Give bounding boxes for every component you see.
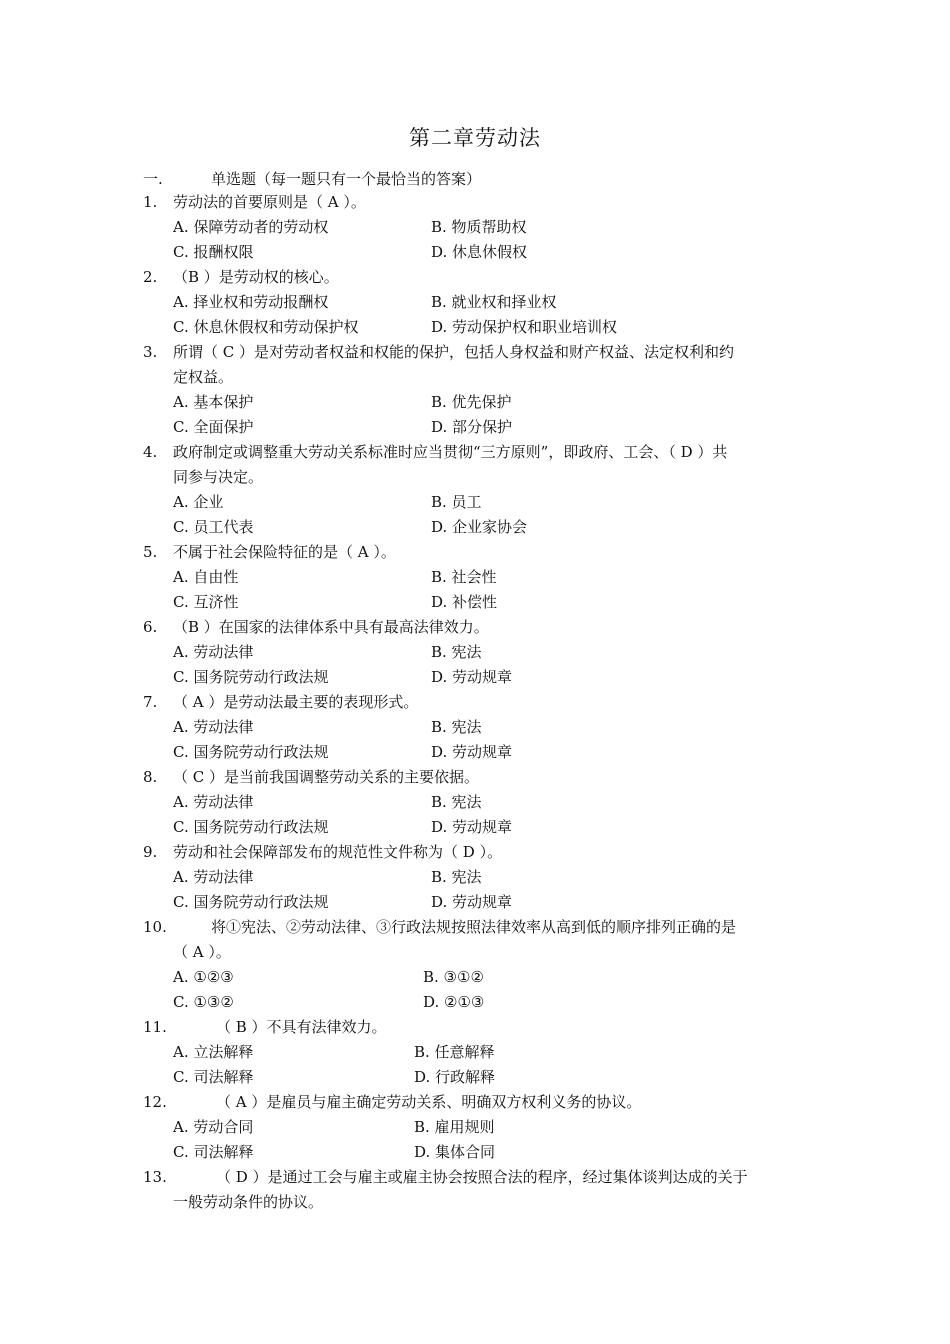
option-a: A. 劳动法律 [173, 868, 254, 886]
option-c: C. 国务院劳动行政法规 [173, 668, 329, 686]
question-text: 劳动法的首要原则是（ A ）。 [173, 193, 366, 211]
option-b: B. 宪法 [431, 718, 482, 736]
option-b: B. 物质帮助权 [431, 218, 527, 236]
option-a: A. ①②③ [173, 968, 234, 986]
option-a: A. 立法解释 [173, 1043, 254, 1061]
question-text: （B ）在国家的法律体系中具有最高法律效力。 [173, 618, 489, 636]
option-b: B. 员工 [431, 493, 482, 511]
question-text: 将①宪法、②劳动法律、③行政法规按照法律效率从高到低的顺序排列正确的是 [211, 918, 737, 936]
question-text: （ C ）是当前我国调整劳动关系的主要依据。 [173, 768, 480, 786]
question-text-cont: 同参与决定。 [173, 468, 264, 486]
section-number: 一. [143, 170, 163, 188]
option-c: C. 员工代表 [173, 518, 254, 536]
question-text: （ B ）不具有法律效力。 [216, 1018, 387, 1036]
option-c: C. 司法解释 [173, 1143, 254, 1161]
option-c: C. 司法解释 [173, 1068, 254, 1086]
question-text: 所谓（ C ）是对劳动者权益和权能的保护，包括人身权益和财产权益、法定权利和约 [173, 343, 735, 361]
option-d: D. 劳动保护权和职业培训权 [431, 318, 618, 336]
option-b: B. 宪法 [431, 643, 482, 661]
option-b: B. 任意解释 [414, 1043, 495, 1061]
question-text: 不属于社会保险特征的是（ A ）。 [173, 543, 396, 561]
option-c: C. 休息休假权和劳动保护权 [173, 318, 359, 336]
question-number: 6. [143, 618, 158, 636]
option-d: D. 劳动规章 [431, 893, 513, 911]
option-c: C. 国务院劳动行政法规 [173, 818, 329, 836]
option-c: C. 国务院劳动行政法规 [173, 743, 329, 761]
question-text: （B ）是劳动权的核心。 [173, 268, 339, 286]
option-c: C. 国务院劳动行政法规 [173, 893, 329, 911]
question-number: 7. [143, 693, 158, 711]
question-number: 8. [143, 768, 158, 786]
option-d: D. 行政解释 [414, 1068, 496, 1086]
option-d: D. 企业家协会 [431, 518, 528, 536]
option-a: A. 企业 [173, 493, 224, 511]
option-d: D. 休息休假权 [431, 243, 528, 261]
question-number: 3. [143, 343, 158, 361]
question-text-cont: （ A ）。 [173, 943, 231, 961]
question-number: 11. [143, 1018, 167, 1036]
question-text: （ A ）是劳动法最主要的表现形式。 [173, 693, 419, 711]
option-d: D. ②①③ [423, 993, 485, 1011]
question-number: 13. [143, 1168, 167, 1186]
option-d: D. 部分保护 [431, 418, 513, 436]
question-text: 政府制定或调整重大劳动关系标准时应当贯彻“三方原则”，即政府、工会、（ D ）共 [173, 443, 728, 461]
option-b: B. 宪法 [431, 793, 482, 811]
question-number: 12. [143, 1093, 167, 1111]
section-label: 单选题（每一题只有一个最恰当的答案） [211, 170, 482, 188]
question-number: 10. [143, 918, 167, 936]
question-number: 4. [143, 443, 158, 461]
option-c: C. 互济性 [173, 593, 239, 611]
option-c: C. 报酬权限 [173, 243, 254, 261]
question-text: 劳动和社会保障部发布的规范性文件称为（ D ）。 [173, 843, 503, 861]
option-b: B. 雇用规则 [414, 1118, 495, 1136]
option-b: B. 就业权和择业权 [431, 293, 557, 311]
question-text-cont: 定权益。 [173, 368, 234, 386]
option-b: B. ③①② [423, 968, 484, 986]
option-a: A. 劳动法律 [173, 643, 254, 661]
option-a: A. 基本保护 [173, 393, 254, 411]
question-text: （ A ）是雇员与雇主确定劳动关系、明确双方权利义务的协议。 [216, 1093, 642, 1111]
question-number: 1. [143, 193, 158, 211]
option-c: C. ①③② [173, 993, 234, 1011]
option-d: D. 劳动规章 [431, 743, 513, 761]
option-d: D. 集体合同 [414, 1143, 496, 1161]
option-a: A. 保障劳动者的劳动权 [173, 218, 329, 236]
page-title: 第二章劳动法 [409, 126, 541, 150]
option-c: C. 全面保护 [173, 418, 254, 436]
option-b: B. 宪法 [431, 868, 482, 886]
option-a: A. 择业权和劳动报酬权 [173, 293, 329, 311]
question-text: （ D ）是通过工会与雇主或雇主协会按照合法的程序，经过集体谈判达成的关于 [216, 1168, 748, 1186]
option-b: B. 社会性 [431, 568, 497, 586]
option-a: A. 劳动法律 [173, 718, 254, 736]
option-d: D. 劳动规章 [431, 668, 513, 686]
option-b: B. 优先保护 [431, 393, 512, 411]
question-number: 9. [143, 843, 158, 861]
question-text-cont: 一般劳动条件的协议。 [173, 1193, 324, 1211]
option-d: D. 补偿性 [431, 593, 498, 611]
option-d: D. 劳动规章 [431, 818, 513, 836]
question-number: 2. [143, 268, 158, 286]
option-a: A. 劳动合同 [173, 1118, 254, 1136]
option-a: A. 自由性 [173, 568, 239, 586]
option-a: A. 劳动法律 [173, 793, 254, 811]
question-number: 5. [143, 543, 158, 561]
